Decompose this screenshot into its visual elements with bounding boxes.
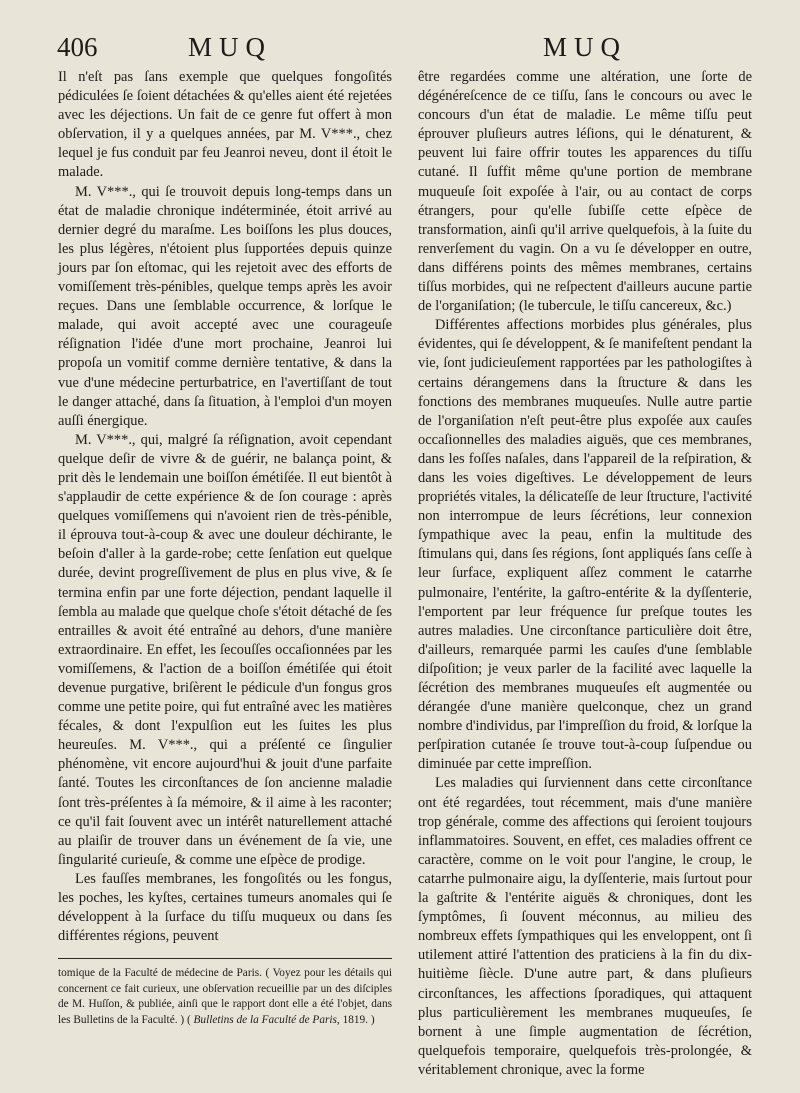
page-number: 406 [57, 32, 98, 62]
running-head-right: MUQ [543, 32, 628, 62]
footnote-year: , 1819. ) [336, 1013, 375, 1026]
left-paragraph-2: M. V***., qui ſe trouvoit depuis long-temps dans un état de maladie chronique indéterminée, étoit arrivé au dernier degré du maraſme. Les boiſſons les plus douces, les plus légères, n'étoient plus ſupportées depuis quinze jours par ſon eſtomac, qui les rejetoit avec des efforts de vomiſſement très-pénibles, quelque temps après les avoir reçues. Dans une ſemblable occurrence, & lorſque le malade, qui avoit accepté avec une courageuſe réſignation l'idée d'une mort prochaine, Jeanroi lui propoſa un vomitif comme dernière tentative, & dans la vue d'une médecine perturbatrice, en l'avertiſſant de tout le danger attaché, dans ſa ſituation, à l'emploi d'un moyen auſſi énergique. [58, 183, 392, 429]
right-paragraph-1: être regardées comme une altération, une ſorte de dégénéreſcence de ce tiſſu, ſans le concours ou avec le concours d'un état de maladie. Le même tiſſu peut éprouver pluſieurs autres léſions, qui le dénaturent, & peuvent lui faire offrir toutes les apparences du tiſſu cutané. Il ſuffit même qu'une portion de membrane muqueuſe ſoit expoſée à l'air, ou au contact de corps étrangers, pour qu'elle ſubiſſe cette eſpèce de transformation, ainſi qu'il arrive quelquefois, à la ſuite du renverſement du vagin. On a vu ſe développer en outre, dans différens points des mêmes membranes, certains tiſſus morbides, qui ne reſpectent d'ailleurs aucune partie de l'organiſation; (le tubercule, le tiſſu cancereux, &c.) [418, 69, 752, 315]
right-paragraph-3: Les maladies qui ſurviennent dans cette circonſtance ont été regardées, tout récemment, mais d'une manière trop générale, comme des affections qui ſeroient toujours inflammatoires. Souvent, en effet, ces maladies offrent ce caractère, comme on le voit pour l'angine, le croup, le catarrhe pulmonaire aigu, la dyſſenterie, mais ſurtout pour la gaſtrite & l'entérite aiguës & chroniques, dont les ſymptômes, ſi ſouvent méconnus, au milieu des nombreux effets ſympathiques qui les enveloppent, ont ſi utilement attiré l'attention des praticiens à la fin du dix-huitième ſiècle. D'une autre part, & dans pluſieurs circonſtances, les affections ſporadiques, qui attaquent plus particulièrement les membranes muqueuſes, ſe bornent à une ſimple augmentation de ſécrétion, quelquefois temporaire, quelquefois très-prolongée, & véritablement chronique, avec la forme [418, 775, 752, 1078]
footnote-rule [58, 958, 392, 959]
footnote-text: tomique de la Faculté de médecine de Paris. ( Voyez pour les détails qui concernent ce fait curieux, une obſervation recueillie par un des diſciples de M. Huſſon, & publiée, ainſi que le rapport dont elle a été l'objet, dans les Bulletins de la Faculté. ) ( [58, 967, 392, 1026]
left-paragraph-4: Les fauſſes membranes, les fongoſités ou les fongus, les poches, les kyſtes, certaines tumeurs anomales qui ſe développent à la ſurface du tiſſu muqueux ou dans ſes différentes régions, peuvent [58, 870, 392, 945]
footnote [58, 966, 392, 1028]
footnote-citation: Bulletins de la Faculté de Paris [193, 1013, 337, 1026]
page-header [0, 30, 800, 66]
left-paragraph-1: Il n'eſt pas ſans exemple que quelques fongoſités pédiculées ſe ſoient détachées & qu'elles aient été rejetées avec les déjections. Un fait de ce genre fut offert à mon obſervation, il y a quelques années, par M. V***., chez lequel je fus conduit par feu Jeanroi neveu, dont il étoit le malade. [58, 69, 392, 181]
right-paragraph-2: Différentes affections morbides plus générales, plus évidentes, qui ſe développent, & ſe manifeſtent pendant la vie, ſont judicieuſement rapportées par les pathologiſtes à certains dérangemens dans la ſtructure & dans les fonctions des membranes muqueuſes. Nulle autre partie de l'organiſation n'eſt peut-être plus expoſée aux cauſes occaſionnelles des maladies aiguës, que ces membranes, dans les foſſes naſales, dans l'appareil de la reſpiration, & dans les voies digeſtives. Le développement de leurs propriétés vitales, la délicateſſe de leur ſtructure, l'activité non interrompue de leurs ſécrétions, leur connexion ſympathique avec la peau, enfin la multitude des ſtimulans qui, dans ſes régions, ſont appliqués ſans ceſſe à leur ſurface, expliquent aſſez comment le catarrhe pulmonaire, l'entérite, la gaſtro-entérite & la dyſſenterie, l'emportent par leur fréquence ſur preſque toutes les autres maladies. Une circonſtance particulière doit être, d'ailleurs, remarquée parmi les cauſes d'une ſemblable diſpoſition; je veux parler de la facilité avec laquelle la ſécrétion des membranes muqueuſes eſt augmentée ou dérangée d'une manière quelconque, chez un grand nombre d'individus, par l'impreſſion du froid, & lorſque la perſpiration cutanée ſe trouve tout-à-coup ſuſpendue ou diminuée par cette impreſſion. [418, 317, 753, 773]
running-head-left: MUQ [188, 32, 273, 62]
left-paragraph-3: M. V***., qui, malgré ſa réſignation, avoit cependant quelque deſir de vivre & de guérir, ne balança point, & prit dès le lendemain une boiſſon émétiſée. Il eut bientôt à s'applaudir de cette expérience & de ſon courage : après quelques vomiſſemens qui n'avoient rien de très-pénible, il éprouva tout-à-coup & avec une douleur déchirante, le beſoin d'aller à la garde-robe; cette ſenſation eut quelque durée, devint progreſſivement de plus en plus vive, & ſe termina enfin par une forte déjection, pendant laquelle il ſembla au malade que quelque choſe s'étoit détaché de ſes entrailles & avoit été entraîné au dehors, d'une manière extraordinaire. En effet, les ſecouſſes occaſionnées par les vomiſſemens, & l'action de a boiſſon émétiſée qui étoit devenue purgative, briſèrent le pédicule d'un fongus gros comme une petite poire, qui fut entraîné avec les matières fécales, & dont l'expulſion eut les ſuites les plus heureuſes. M. V***., qui a préſenté ce ſingulier phénomène, vit encore aujourd'hui & jouit d'une parfaite ſanté. Toutes les circonſtances de ſon ancienne maladie ſont très-préſentes à ſa mémoire, & il aime à les raconter; ce qu'il fait ſouvent avec un intérêt naturellement attaché au plaiſir de trouver dans un événement de ſa vie, une ſingularité curieuſe, & comme une eſpèce de prodige. [58, 431, 392, 868]
right-column [418, 68, 752, 1080]
left-column [58, 68, 392, 946]
